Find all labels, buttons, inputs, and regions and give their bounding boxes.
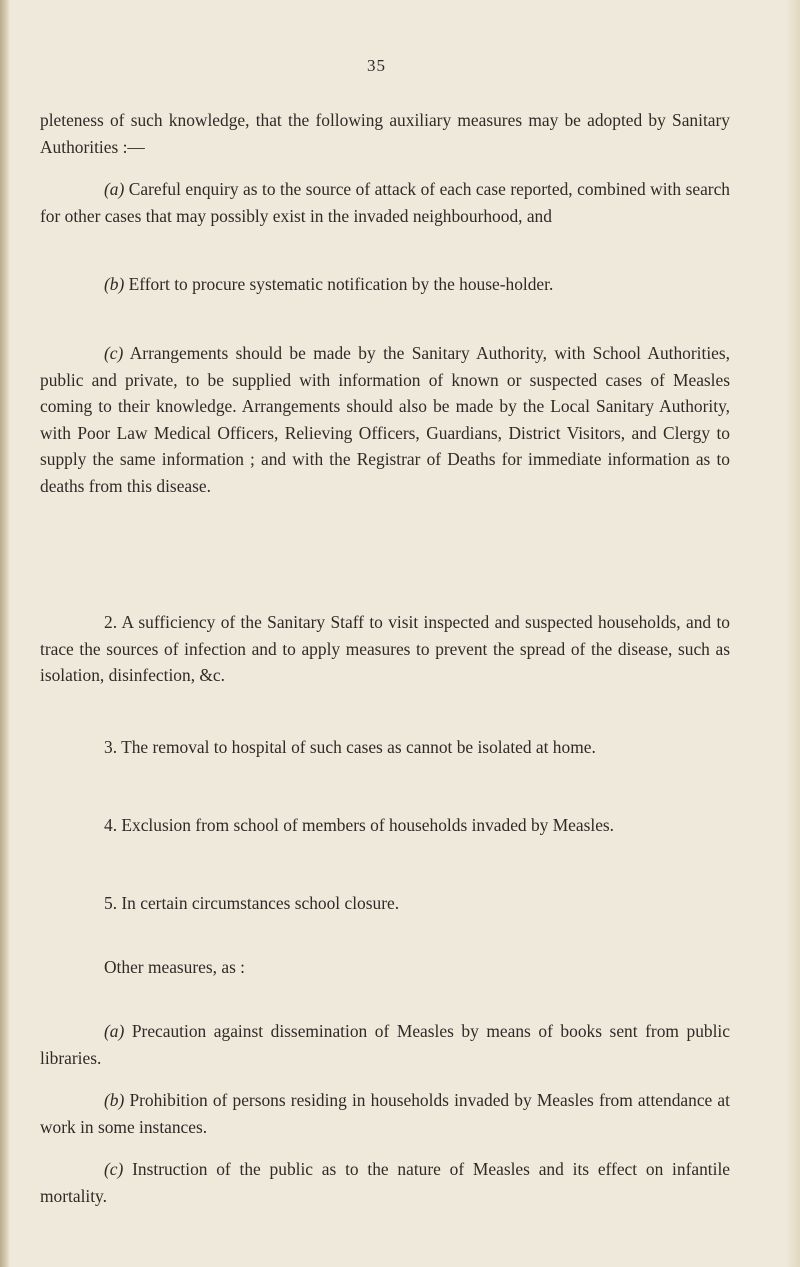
other-measure-a-text: Precaution against dissemination of Measles by means of books sent from public libraries. [40,1021,730,1068]
page-number: 35 [367,56,386,75]
measure-a-text: Careful enquiry as to the source of attack of each case reported, combined with search for other cases that may possibly exist in the invaded neighbourhood, and [40,179,730,226]
other-measure-c-text: Instruction of the public as to the nature of Measles and its effect on infantile mortality. [40,1159,730,1206]
numbered-item-4: 4. Exclusion from school of members of households invaded by Measles. [104,815,615,835]
numbered-item-3: 3. The removal to hospital of such cases as cannot be isolated at home. [104,737,596,757]
measure-b-paragraph [40,271,730,298]
other-measure-b-paragraph [40,1087,730,1140]
numbered-item-5: 5. In certain circumstances school closure. [104,893,400,913]
measure-b-text: Effort to procure systematic notification by the house-holder. [128,274,554,294]
numbered-item-2: 2. A sufficiency of the Sanitary Staff to visit inspected and suspected households, and to trace the sources of infection and to apply measures to prevent the spread of the disease, such as isolation, disinfection, &c. [40,612,730,686]
measure-a-label: (a) [104,179,125,199]
measure-b-label: (b) [104,274,125,294]
other-measure-c-paragraph [40,1156,730,1209]
measure-c-text: Arrangements should be made by the Sanitary Authority, with School Authorities, public and private, to be supplied with information of known or suspected cases of Measles coming to their knowledge. Arrangements should also be made by the Local Sanitary Authority, with Poor Law Medical Officers, Relieving Officers, Guardians, District Visitors, and Clergy to supply the same information ; and with the Registrar of Deaths for immediate information as to deaths from this disease. [40,343,730,496]
other-measure-b-text: Prohibition of persons residing in households invaded by Measles from attendance at work in some instances. [40,1090,730,1137]
measure-a-paragraph [40,176,730,229]
other-measures-heading: Other measures, as : [104,957,246,977]
other-measure-a-paragraph [40,1018,730,1071]
other-measure-a-label: (a) [104,1021,125,1041]
intro-paragraph: pleteness of such knowledge, that the following auxiliary measures may be adopted by Sanitary Authorities :— [40,110,730,157]
other-measure-c-label: (c) [104,1159,124,1179]
measure-c-label: (c) [104,343,124,363]
other-measure-b-label: (b) [104,1090,125,1110]
measure-c-paragraph [40,340,730,500]
